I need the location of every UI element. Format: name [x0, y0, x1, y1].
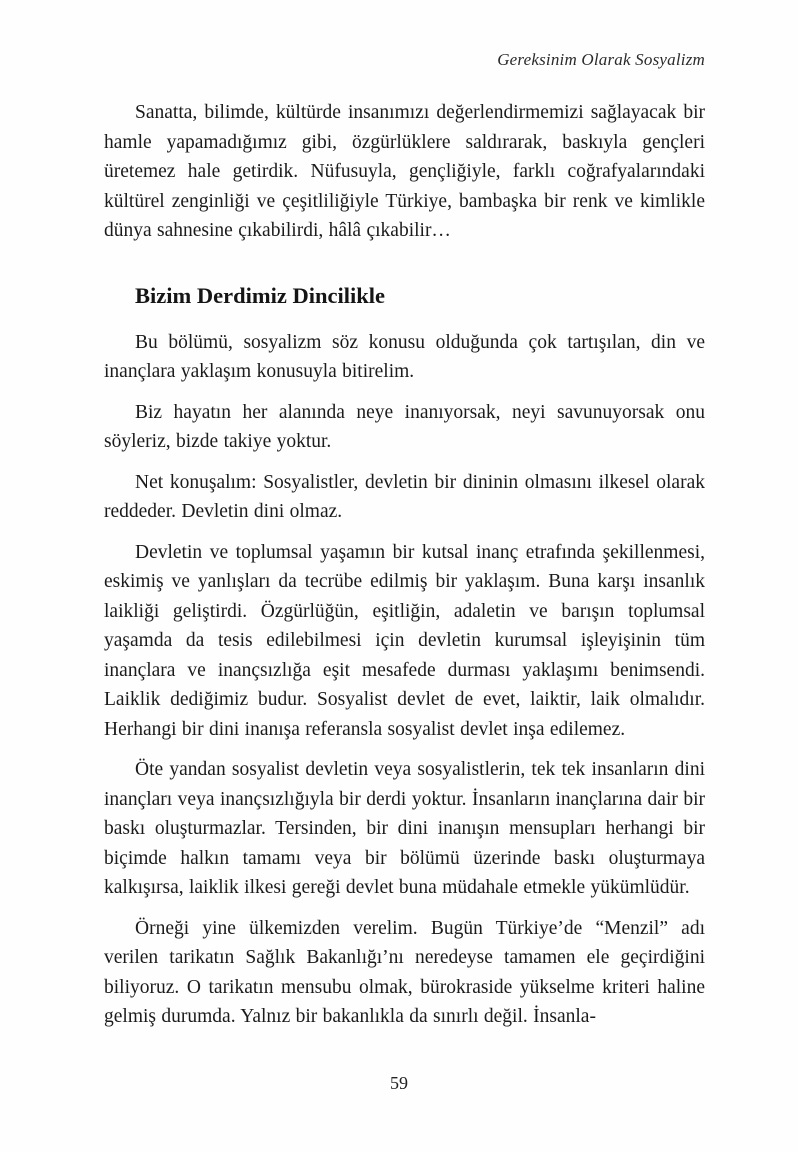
paragraph: Biz hayatın her alanında neye inanıyorsak, neyi savunuyorsak onu söyleriz, bizde takiye yoktur. [104, 401, 705, 452]
page-number: 59 [390, 1073, 408, 1093]
paragraph: Devletin ve toplumsal yaşamın bir kutsal inanç etrafında şekillenmesi, eskimiş ve yanlışları da tecrübe edilmiş bir yaklaşım. Buna karşı insanlık laikliği geliştirdi. Özgürlüğün, eşitliğin, adaletin ve barışın toplumsal yaşamda da tesis edilebilmesi için devletin kurumsal işleyişinin tüm inançlara ve inançsızlığa eşit mesafede durması yaklaşımı benimsendi. Laiklik dediğimiz budur. Sosyalist devlet de evet, laiktir, laik olmalıdır. Herhangi bir dini inanışa referansla sosyalist devlet inşa edilemez. [104, 541, 705, 740]
paragraph-intro: Sanatta, bilimde, kültürde insanımızı değerlendirmemizi sağlayacak bir hamle yapamadığımız gibi, özgürlüklere saldırarak, baskıyla gençleri üretemez hale getirdik. Nüfusuyla, gençliğiyle, farklı coğrafyalarındaki kültürel zenginliği ve çeşitliliğiyle Türkiye, bambaşka bir renk ve kimlikle dünya sahnesine çıkabilirdi, hâlâ çıkabilir… [104, 102, 705, 241]
paragraph: Öte yandan sosyalist devletin veya sosyalistlerin, tek tek insanların dini inançları veya inançsızlığıyla bir derdi yoktur. İnsanların inançlarına dair bir baskı oluşturmazlar. Tersinden, bir dini inanışın mensupları herhangi bir biçimde halkın tamamı veya bir bölümü üzerinde baskı oluşturmaya kalkışırsa, laiklik ilkesi gereği devlet buna müdahale etmekle yükümlüdür. [104, 759, 705, 898]
paragraph: Örneği yine ülkemizden verelim. Bugün Türkiye’de “Menzil” adı verilen tarikatın Sağlık Bakanlığı’nı neredeyse tamamen ele geçirdiğini biliyoruz. O tarikatın mensubu olmak, bürokraside yükselme kriteri haline gelmiş durumda. Yalnız bir bakanlıkla da sınırlı değil. İnsanla- [104, 917, 705, 1027]
paragraph: Bu bölümü, sosyalizm söz konusu olduğunda çok tartışılan, din ve inançlara yaklaşım konusuyla bitirelim. [104, 331, 705, 382]
page-text-area [104, 98, 705, 1043]
section-heading: Bizim Derdimiz Dincilikle [135, 282, 385, 308]
paragraph: Net konuşalım: Sosyalistler, devletin bir dininin olmasını ilkesel olarak reddeder. Devletin dini olmaz. [104, 471, 705, 522]
running-header: Gereksinim Olarak Sosyalizm [497, 50, 705, 69]
